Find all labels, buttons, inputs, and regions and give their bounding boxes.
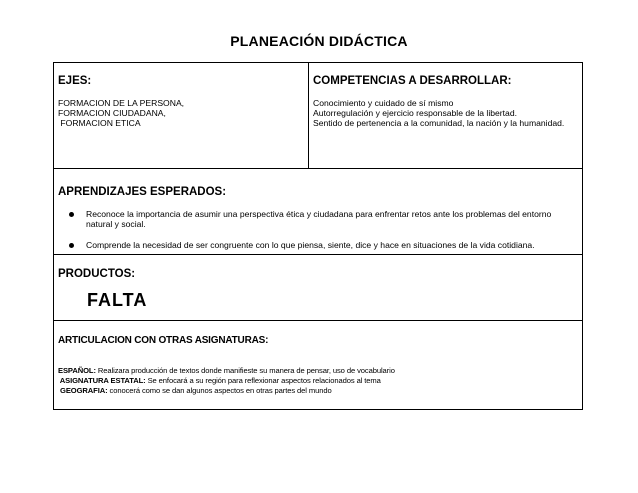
aprendizaje-text: Comprende la necesidad de ser congruente con lo que piensa, siente, dice y hace en situaciones de la vida cotidiana.	[86, 240, 535, 250]
ejes-item: FORMACION ETICA	[58, 118, 141, 128]
competencia-item: Autorregulación y ejercicio responsable de la libertad.	[313, 108, 517, 118]
planning-table	[53, 62, 583, 410]
bullet-icon	[69, 212, 74, 217]
bullet-icon	[69, 243, 74, 248]
aprendizajes-header: APRENDIZAJES ESPERADOS:	[58, 186, 227, 198]
articulacion-row	[54, 321, 582, 409]
productos-value: FALTA	[87, 290, 148, 310]
asignatura-text: Realizara producción de textos donde manifieste su manera de pensar, uso de vocabulario	[95, 366, 395, 375]
articulacion-item	[58, 376, 395, 386]
ejes-item: FORMACION DE LA PERSONA,	[58, 98, 185, 108]
aprendizajes-row	[54, 169, 582, 255]
aprendizaje-text: Reconoce la importancia de asumir una perspectiva ética y ciudadana para enfrentar retos ante los problemas del entorno natural y social.	[86, 209, 552, 229]
ejes-item: FORMACION CIUDADANA,	[58, 108, 166, 118]
asignatura-text: Se enfocará a su región para reflexionar aspectos relacionados al tema	[145, 376, 381, 385]
competencias-cell	[309, 63, 582, 168]
competencias-header: COMPETENCIAS A DESARROLLAR:	[313, 75, 512, 87]
competencia-item: Conocimiento y cuidado de sí mismo	[313, 98, 454, 108]
asignatura-label: ASIGNATURA ESTATAL:	[58, 376, 146, 385]
list-item	[66, 209, 576, 229]
list-item	[66, 240, 576, 250]
articulacion-item	[58, 366, 395, 376]
asignatura-label: ESPAÑOL:	[58, 366, 96, 375]
asignatura-label: GEOGRAFIA:	[58, 386, 108, 395]
asignatura-text: conocerá como se dan algunos aspectos en otras partes del mundo	[107, 386, 332, 395]
articulacion-header: ARTICULACION CON OTRAS ASIGNATURAS:	[58, 335, 269, 346]
articulacion-list	[58, 366, 395, 396]
ejes-cell	[54, 63, 309, 168]
competencia-item: Sentido de pertenencia a la comunidad, la nación y la humanidad.	[313, 118, 565, 128]
document-title: PLANEACIÓN DIDÁCTICA	[230, 33, 408, 49]
aprendizajes-list	[66, 209, 576, 261]
productos-header: PRODUCTOS:	[58, 268, 136, 280]
ejes-competencias-row	[54, 63, 582, 169]
ejes-header: EJES:	[58, 75, 92, 87]
productos-row	[54, 255, 582, 321]
articulacion-item	[58, 386, 395, 396]
